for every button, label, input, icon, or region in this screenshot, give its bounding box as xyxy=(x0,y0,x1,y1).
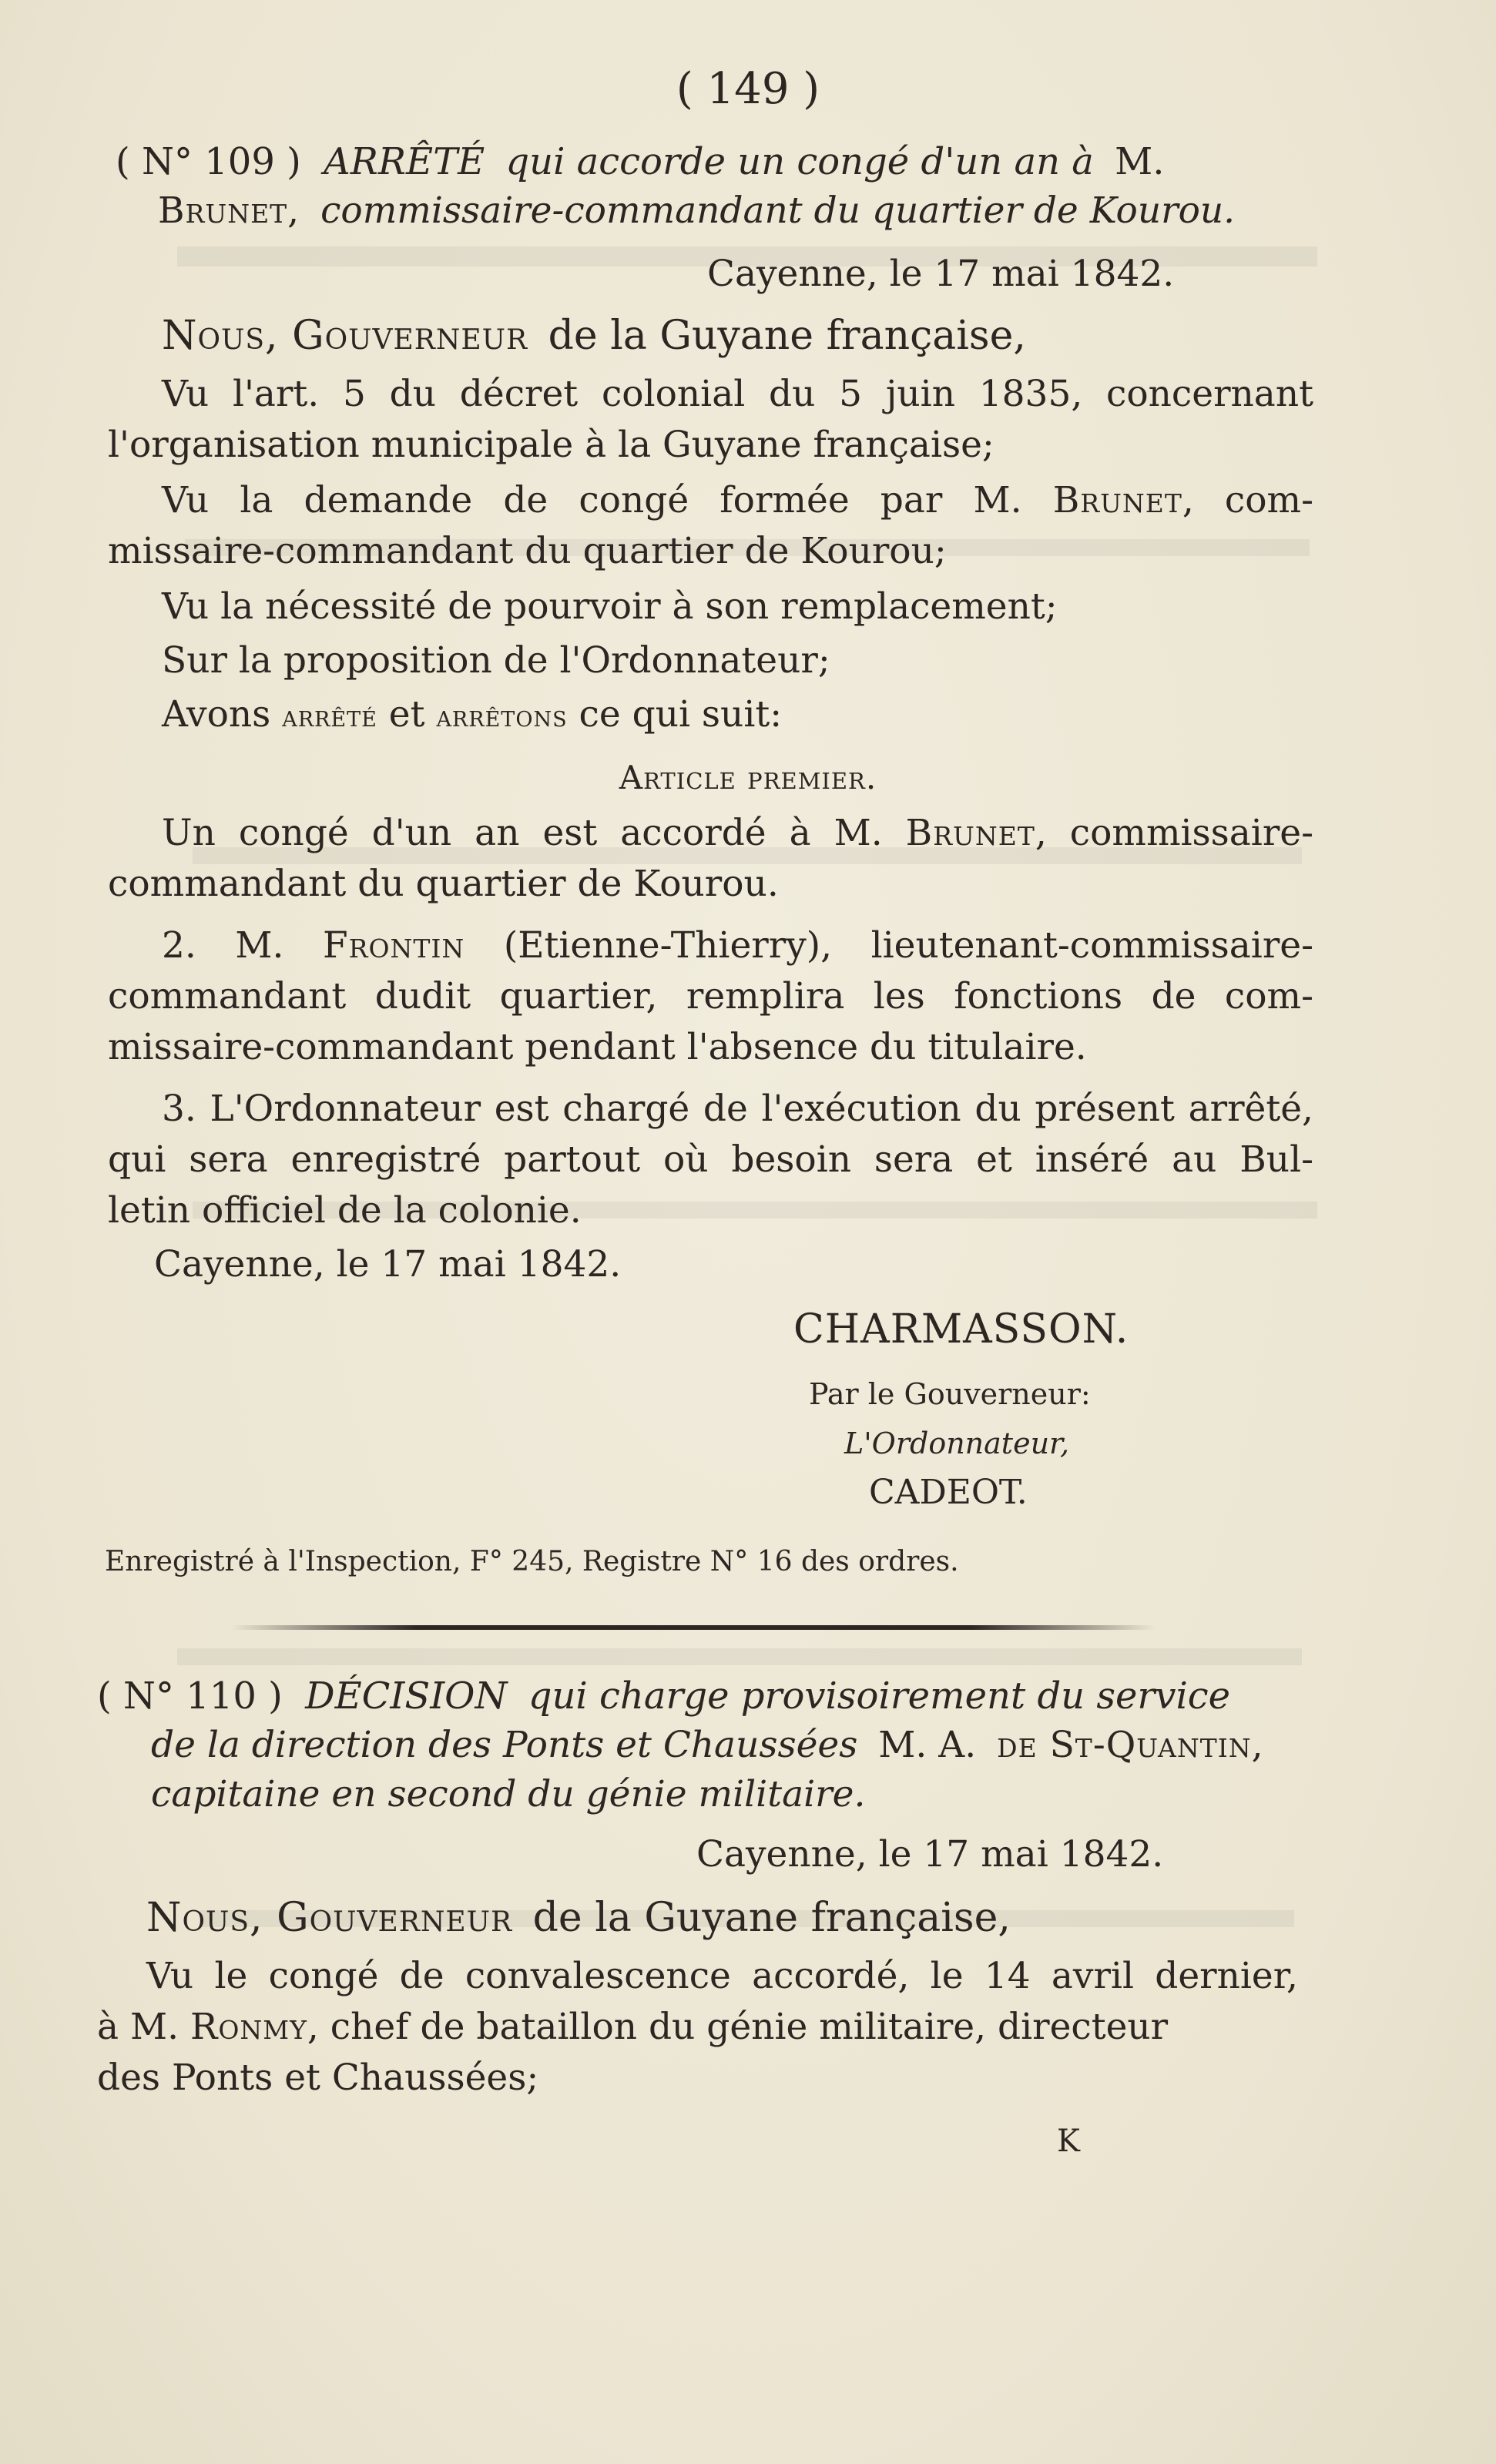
nous-gouverneur: Nous, Gouverneur xyxy=(162,313,528,359)
decision-110-vu-line2 xyxy=(97,2004,1299,2050)
art2-line2: commandant dudit quartier, remplira les fonctions de com- xyxy=(108,975,1313,1017)
decision-109-heading xyxy=(116,139,1165,185)
vu-name-ronmy: Ronmy xyxy=(190,2006,307,2048)
art1-name: Brunet xyxy=(905,812,1035,854)
nous-guyane-2: de la Guyane française, xyxy=(532,1895,1011,1941)
vu1-line2: l'organisation municipale à la Guyane française; xyxy=(108,424,995,466)
l-ordonnateur: L'Ordonnateur, xyxy=(844,1426,1070,1460)
decision-109-title: qui accorde un congé d'un an à xyxy=(505,140,1094,183)
subtitle-name: Brunet, xyxy=(158,189,300,232)
decision-110-name: de St-Quantin, xyxy=(997,1724,1264,1766)
subtitle-rest: commissaire-commandant du quartier de Kourou. xyxy=(320,189,1236,232)
vu1-line1: Vu l'art. 5 du décret colonial du 5 juin 1835, concernant xyxy=(162,373,1313,415)
vu3: Vu la nécessité de pourvoir à son remplacement; xyxy=(162,585,1058,628)
decision-110-m-a: M. A. xyxy=(878,1724,977,1766)
decision-110-nous xyxy=(146,1895,1011,1941)
section-divider xyxy=(231,1625,1156,1630)
vu-chef: , chef de bataillon du génie militaire, directeur xyxy=(307,2006,1169,2048)
decision-110-ponts: de la direction des Ponts et Chaussées xyxy=(151,1724,858,1766)
decision-110-vu-line1: Vu le congé de convalescence accordé, le 14 avril dernier, xyxy=(146,1955,1298,1997)
decision-110-vu-line3: des Ponts et Chaussées; xyxy=(97,2057,539,2099)
decision-109-nous xyxy=(162,313,1026,359)
par-le-gouverneur: Par le Gouverneur: xyxy=(809,1377,1091,1411)
et: et xyxy=(388,693,425,736)
ce-qui-suit: ce qui suit: xyxy=(579,693,783,736)
closing-date: Cayenne, le 17 mai 1842. xyxy=(154,1243,622,1286)
art1-line2: commandant du quartier de Kourou. xyxy=(108,863,779,905)
vu2-line1 xyxy=(162,478,1313,524)
decision-109-dateline: Cayenne, le 17 mai 1842. xyxy=(707,253,1175,295)
art1-line1 xyxy=(162,810,1313,857)
art2-end: (Etienne-Thierry), lieutenant-commissaire- xyxy=(503,924,1313,967)
art2-line3: missaire-commandant pendant l'absence du titulaire. xyxy=(108,1026,1087,1068)
decision-110-number: ( N° 110 ) xyxy=(97,1675,283,1718)
vu-a-m: à M. xyxy=(97,2006,179,2048)
art2-name: Frontin xyxy=(323,924,465,967)
signature-cadeot: CADEOT. xyxy=(869,1473,1028,1512)
article-premier: Article premier. xyxy=(619,759,877,796)
nous-gouverneur-2: Nous, Gouverneur xyxy=(146,1895,513,1941)
decision-110-title: qui charge provisoirement du service xyxy=(528,1675,1231,1718)
art3-line3: letin officiel de la colonie. xyxy=(108,1189,582,1232)
decision-109-type: ARRÊTÉ xyxy=(324,140,485,183)
avons: Avons xyxy=(162,693,271,736)
arretons: arrêtons xyxy=(436,699,568,733)
decision-110-heading xyxy=(97,1673,1230,1719)
decision-109-title-m: M. xyxy=(1115,140,1165,183)
page-number: ( 149 ) xyxy=(676,64,820,114)
decision-110-type: DÉCISION xyxy=(305,1675,508,1718)
vu2-text: Vu la demande de congé formée par M. xyxy=(162,479,1022,521)
art1-text: Un congé d'un an est accordé à M. xyxy=(162,812,883,854)
enregistre-note: Enregistré à l'Inspection, F° 245, Registre N° 16 des ordres. xyxy=(105,1546,959,1577)
decision-109-number: ( N° 109 ) xyxy=(116,140,301,183)
avons-arrete xyxy=(162,692,782,739)
sur-proposition: Sur la proposition de l'Ordonnateur; xyxy=(162,639,830,682)
signature-charmasson: CHARMASSON. xyxy=(793,1306,1129,1353)
art2-line1 xyxy=(162,923,1313,969)
vu2-end: , com- xyxy=(1182,479,1313,521)
vu2-name: Brunet xyxy=(1052,479,1182,521)
decision-109-subtitle xyxy=(158,188,1235,234)
vu2-line2: missaire-commandant du quartier de Kourou; xyxy=(108,530,947,572)
art3-line1: 3. L'Ordonnateur est chargé de l'exécution du présent arrêté, xyxy=(162,1088,1313,1130)
arrete: arrêté xyxy=(282,699,377,733)
art3-line2: qui sera enregistré partout où besoin sera et inséré au Bul- xyxy=(108,1138,1313,1181)
nous-guyane: de la Guyane française, xyxy=(548,313,1026,359)
art2-num: 2. M. xyxy=(162,924,284,967)
art1-end: , commissaire- xyxy=(1035,812,1313,854)
decision-110-dateline: Cayenne, le 17 mai 1842. xyxy=(696,1833,1164,1876)
signature-mark: K xyxy=(1057,2124,1080,2159)
decision-110-line2 xyxy=(151,1722,1264,1768)
decision-110-line3: capitaine en second du génie militaire. xyxy=(151,1773,866,1815)
